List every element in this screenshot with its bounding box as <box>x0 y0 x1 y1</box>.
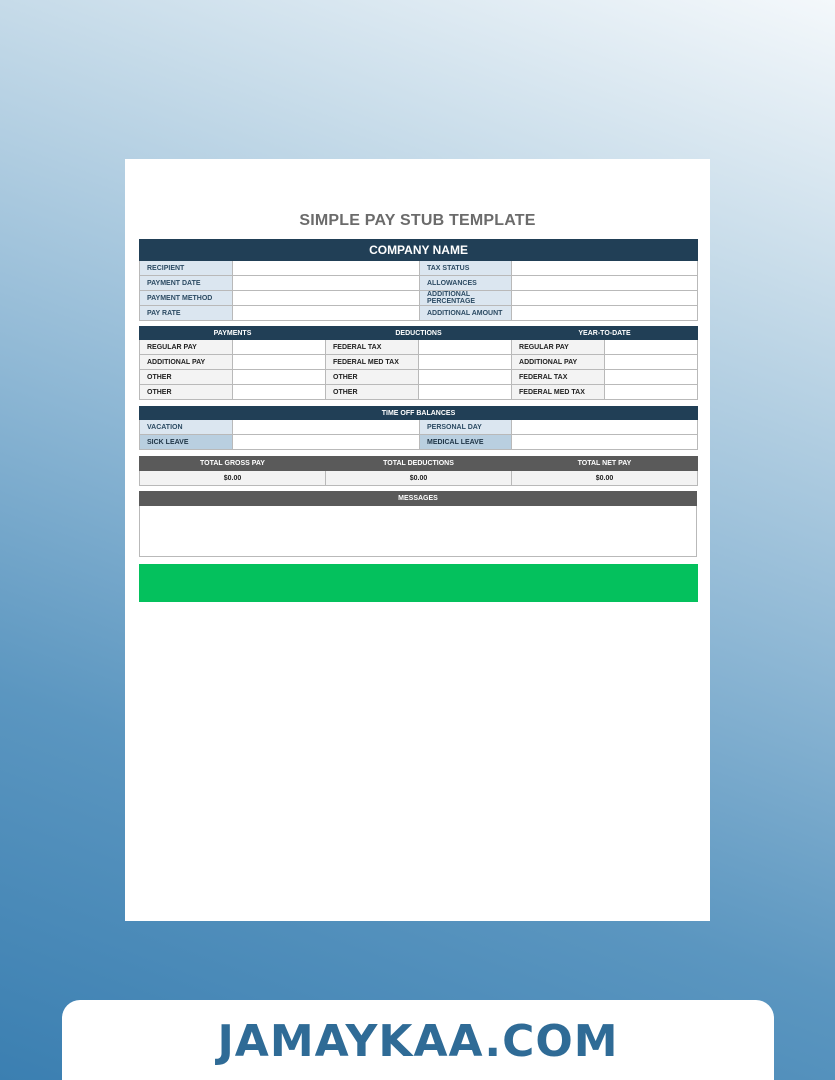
ytd-row-label: REGULAR PAY <box>512 340 605 355</box>
recipient-field[interactable] <box>233 261 420 276</box>
green-banner <box>139 564 698 602</box>
document-title: SIMPLE PAY STUB TEMPLATE <box>299 212 536 229</box>
payments-header: PAYMENTS <box>140 327 326 340</box>
vacation-field[interactable] <box>233 420 420 435</box>
deductions-row-field[interactable] <box>419 355 512 370</box>
total-net-pay-label: TOTAL NET PAY <box>512 457 698 471</box>
deductions-header: DEDUCTIONS <box>326 327 512 340</box>
deductions-row-field[interactable] <box>419 370 512 385</box>
tax-status-label: TAX STATUS <box>420 261 512 276</box>
recipient-label: RECIPIENT <box>140 261 233 276</box>
company-name: COMPANY NAME <box>140 240 698 261</box>
sick-leave-field[interactable] <box>233 435 420 450</box>
ytd-row-label: FEDERAL MED TAX <box>512 385 605 400</box>
payments-row-field[interactable] <box>233 355 326 370</box>
tax-status-field[interactable] <box>512 261 698 276</box>
brand-watermark: JAMAYKAA.COM <box>217 1016 619 1067</box>
allowances-label: ALLOWANCES <box>420 276 512 291</box>
pay-rate-label: PAY RATE <box>140 306 233 321</box>
payment-date-field[interactable] <box>233 276 420 291</box>
pay-stub-page <box>125 159 710 921</box>
personal-day-label: PERSONAL DAY <box>420 420 512 435</box>
deductions-row-label: OTHER <box>326 370 419 385</box>
total-gross-pay-value: $0.00 <box>140 471 326 486</box>
medical-leave-field[interactable] <box>512 435 698 450</box>
additional-amount-field[interactable] <box>512 306 698 321</box>
pay-breakdown-table <box>139 326 698 400</box>
deductions-row-field[interactable] <box>419 340 512 355</box>
payments-row-field[interactable] <box>233 370 326 385</box>
messages-table <box>139 491 697 557</box>
total-deductions-label: TOTAL DEDUCTIONS <box>326 457 512 471</box>
additional-amount-label: ADDITIONAL AMOUNT <box>420 306 512 321</box>
ytd-row-field[interactable] <box>605 370 698 385</box>
additional-percentage-field[interactable] <box>512 291 698 306</box>
total-deductions-value: $0.00 <box>326 471 512 486</box>
total-gross-pay-label: TOTAL GROSS PAY <box>140 457 326 471</box>
ytd-row-label: FEDERAL TAX <box>512 370 605 385</box>
ytd-header: YEAR-TO-DATE <box>512 327 698 340</box>
deductions-row-label: FEDERAL MED TAX <box>326 355 419 370</box>
ytd-row-field[interactable] <box>605 355 698 370</box>
payments-row-label: REGULAR PAY <box>140 340 233 355</box>
messages-field[interactable] <box>140 506 697 557</box>
allowances-field[interactable] <box>512 276 698 291</box>
time-off-table <box>139 406 698 450</box>
company-info-table <box>139 239 698 321</box>
ytd-row-field[interactable] <box>605 385 698 400</box>
sick-leave-label: SICK LEAVE <box>140 435 233 450</box>
deductions-row-label: OTHER <box>326 385 419 400</box>
payments-row-field[interactable] <box>233 340 326 355</box>
payments-row-label: ADDITIONAL PAY <box>140 355 233 370</box>
payments-row-label: OTHER <box>140 385 233 400</box>
pay-rate-field[interactable] <box>233 306 420 321</box>
totals-table <box>139 456 698 486</box>
ytd-row-label: ADDITIONAL PAY <box>512 355 605 370</box>
time-off-header: TIME OFF BALANCES <box>140 407 698 420</box>
brand-footer <box>62 1000 774 1080</box>
payment-date-label: PAYMENT DATE <box>140 276 233 291</box>
payment-method-field[interactable] <box>233 291 420 306</box>
personal-day-field[interactable] <box>512 420 698 435</box>
payment-method-label: PAYMENT METHOD <box>140 291 233 306</box>
deductions-row-label: FEDERAL TAX <box>326 340 419 355</box>
total-net-pay-value: $0.00 <box>512 471 698 486</box>
ytd-row-field[interactable] <box>605 340 698 355</box>
additional-percentage-label: ADDITIONAL PERCENTAGE <box>420 291 512 306</box>
payments-row-label: OTHER <box>140 370 233 385</box>
deductions-row-field[interactable] <box>419 385 512 400</box>
payments-row-field[interactable] <box>233 385 326 400</box>
vacation-label: VACATION <box>140 420 233 435</box>
medical-leave-label: MEDICAL LEAVE <box>420 435 512 450</box>
messages-header: MESSAGES <box>140 492 697 506</box>
